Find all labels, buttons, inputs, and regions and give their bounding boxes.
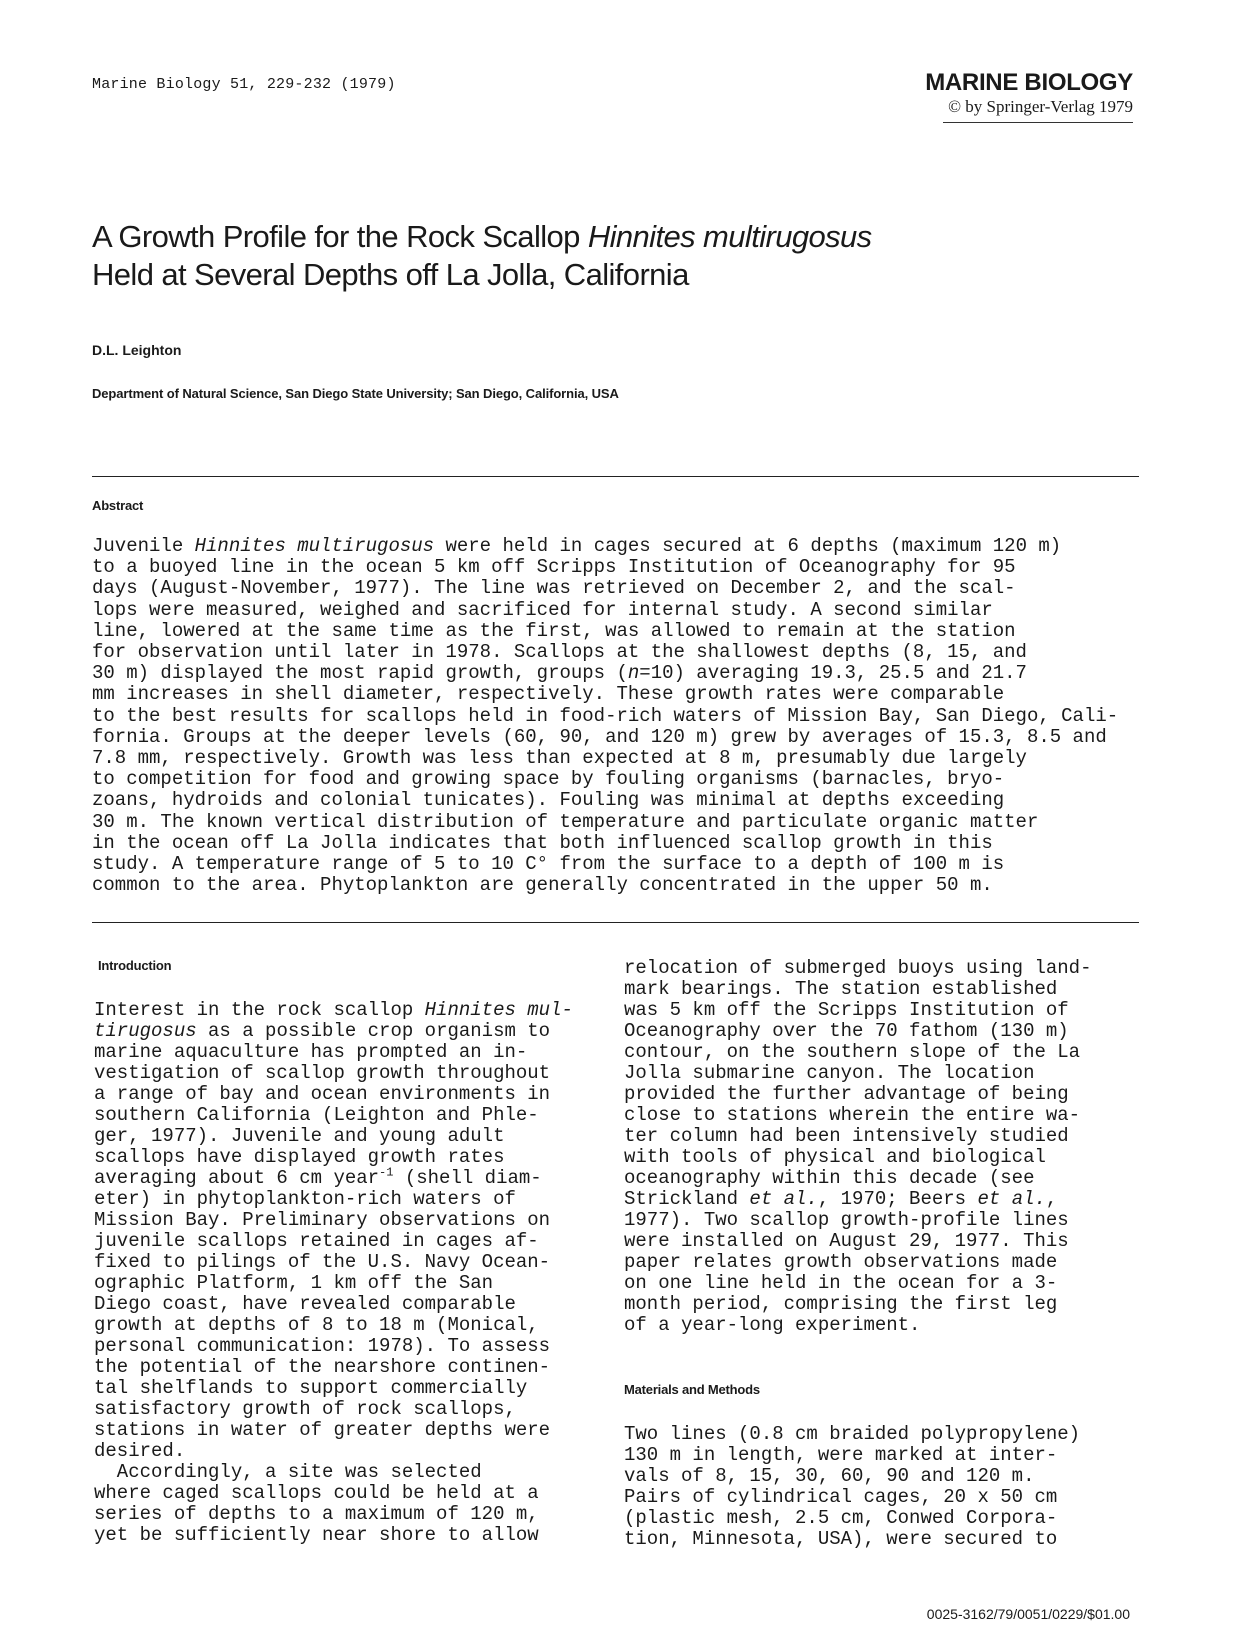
- text-segment: averaging about 6 cm year: [94, 1167, 380, 1189]
- text-line: [92, 536, 1152, 557]
- text-line: [94, 1105, 614, 1126]
- text-line: [92, 706, 1152, 727]
- text-line: [92, 875, 1152, 896]
- text-line: [92, 557, 1152, 578]
- text-line: [94, 1273, 614, 1294]
- text-line: [624, 1315, 1144, 1336]
- text-line: [624, 1294, 1144, 1315]
- abstract-top-rule: [92, 476, 1139, 477]
- italic-term: et al.: [977, 1188, 1046, 1210]
- text-segment: personal communication: 1978). To assess: [94, 1335, 551, 1357]
- text-line: [94, 1252, 614, 1273]
- text-segment: oceanography within this decade (see: [624, 1167, 1035, 1189]
- text-line: [94, 1399, 614, 1420]
- text-segment: contour, on the southern slope of the La: [624, 1041, 1081, 1063]
- text-segment: Oceanography over the 70 fathom (130 m): [624, 1020, 1069, 1042]
- text-line: [624, 1063, 1144, 1084]
- text-segment: in the ocean off La Jolla indicates that both influenced scallop growth in this: [92, 831, 993, 854]
- text-segment: on one line held in the ocean for a 3-: [624, 1272, 1058, 1294]
- text-segment: Juvenile: [92, 535, 195, 557]
- text-segment: common to the area. Phytoplankton are generally concentrated in the upper 50 m.: [92, 874, 993, 897]
- text-segment: ,: [1045, 1188, 1058, 1210]
- text-line: [624, 1231, 1144, 1252]
- text-line: [94, 1441, 614, 1462]
- text-line: [92, 600, 1152, 621]
- text-line: [94, 1462, 614, 1483]
- methods-body: [624, 1424, 1144, 1550]
- text-segment: the potential of the nearshore continen-: [94, 1356, 551, 1378]
- text-segment: for observation until later in 1978. Scallops at the shallowest depths (8, 15, and: [92, 641, 1027, 664]
- text-line: [624, 1487, 1144, 1508]
- text-line: [94, 1378, 614, 1399]
- italic-term: Hinnites multirugosus: [194, 535, 435, 557]
- text-line: [94, 1525, 614, 1546]
- text-segment: stations in water of greater depths were: [94, 1419, 551, 1441]
- text-segment: , 1970; Beers: [817, 1188, 978, 1210]
- text-line: [94, 1147, 614, 1168]
- text-line: [624, 958, 1144, 979]
- text-segment: Jolla submarine canyon. The location: [624, 1062, 1035, 1084]
- text-line: [624, 1189, 1144, 1210]
- abstract-bottom-rule: [92, 922, 1139, 923]
- text-segment: Mission Bay. Preliminary observations on: [94, 1209, 551, 1231]
- text-segment: paper relates growth observations made: [624, 1251, 1058, 1273]
- text-segment: as a possible crop organism to: [196, 1020, 551, 1042]
- italic-term: Hinnites mul-: [424, 999, 573, 1021]
- document-code: 0025-3162/79/0051/0229/$01.00: [926, 1606, 1130, 1622]
- text-line: [94, 1336, 614, 1357]
- text-segment: fornia. Groups at the deeper levels (60, 90, and 120 m) grew by averages of 15.3, 8.5 and: [92, 725, 1107, 748]
- text-line: [92, 748, 1152, 769]
- text-line: [92, 684, 1152, 705]
- text-line: [94, 1357, 614, 1378]
- text-line: [624, 1105, 1144, 1126]
- text-line: [94, 1210, 614, 1231]
- text-line: [624, 1000, 1144, 1021]
- text-line: [92, 663, 1152, 684]
- journal-copyright: © by Springer-Verlag 1979: [948, 97, 1133, 116]
- text-line: [94, 1231, 614, 1252]
- text-line: [624, 1168, 1144, 1189]
- article-title: [92, 218, 1142, 294]
- text-line: [624, 1042, 1144, 1063]
- text-segment: to competition for food and growing space by fouling organisms (barnacles, bryo-: [92, 768, 1005, 791]
- text-line: [94, 1126, 614, 1147]
- text-segment: marine aquaculture has prompted an in-: [94, 1041, 528, 1063]
- text-line: [624, 1273, 1144, 1294]
- author-name: D.L. Leighton: [92, 342, 182, 358]
- title-line1-species: Hinnites multirugosus: [587, 219, 872, 254]
- header-divider: [943, 122, 1133, 123]
- text-line: [624, 1126, 1144, 1147]
- journal-brand: [925, 70, 1133, 118]
- italic-term: et al.: [749, 1188, 818, 1210]
- text-segment: line, lowered at the same time as the first, was allowed to remain at the station: [92, 619, 1016, 642]
- text-segment: 7.8 mm, respectively. Growth was less than expected at 8 m, presumably due largely: [92, 747, 1027, 770]
- text-segment: tion, Minnesota, USA), were secured to: [624, 1528, 1058, 1550]
- text-segment: 1977). Two scallop growth-profile lines: [624, 1209, 1069, 1231]
- author-affiliation: Department of Natural Science, San Diego State University; San Diego, California, USA: [92, 386, 619, 401]
- text-line: [94, 1165, 614, 1189]
- text-line: [94, 1483, 614, 1504]
- text-line: [92, 642, 1152, 663]
- text-line: [624, 1210, 1144, 1231]
- text-segment: close to stations wherein the entire wa-: [624, 1104, 1081, 1126]
- text-segment: tal shelflands to support commercially: [94, 1377, 528, 1399]
- text-segment: Accordingly, a site was selected: [94, 1461, 482, 1483]
- introduction-body: [94, 1000, 614, 1546]
- text-segment: satisfactory growth of rock scallops,: [94, 1398, 516, 1420]
- text-line: [94, 1189, 614, 1210]
- italic-term: n: [627, 662, 640, 685]
- text-line: [92, 812, 1152, 833]
- text-segment: fixed to pilings of the U.S. Navy Ocean-: [94, 1251, 551, 1273]
- text-segment: ographic Platform, 1 km off the San: [94, 1272, 494, 1294]
- text-segment: juvenile scallops retained in cages af-: [94, 1230, 539, 1252]
- introduction-continued-body: [624, 958, 1144, 1336]
- text-line: [94, 1504, 614, 1525]
- text-line: [94, 1294, 614, 1315]
- text-segment: yet be sufficiently near shore to allow: [94, 1524, 539, 1546]
- text-segment: with tools of physical and biological: [624, 1146, 1046, 1168]
- text-segment: scallops have displayed growth rates: [94, 1146, 505, 1168]
- text-segment: study. A temperature range of 5 to 10 C° from the surface to a depth of 100 m is: [92, 853, 1005, 876]
- text-segment: lops were measured, weighed and sacrificed for internal study. A second similar: [92, 598, 993, 621]
- italic-term: tirugosus: [94, 1020, 197, 1042]
- text-segment: provided the further advantage of being: [624, 1083, 1069, 1105]
- text-segment: Pairs of cylindrical cages, 20 x 50 cm: [624, 1486, 1058, 1508]
- text-segment: =10) averaging 19.3, 25.5 and 21.7: [639, 662, 1027, 685]
- text-line: [624, 1084, 1144, 1105]
- text-segment: of a year-long experiment.: [624, 1314, 921, 1336]
- text-segment: vestigation of scallop growth throughout: [94, 1062, 551, 1084]
- text-line: [92, 727, 1152, 748]
- text-segment: were installed on August 29, 1977. This: [624, 1230, 1069, 1252]
- text-segment: ger, 1977). Juvenile and young adult: [94, 1125, 505, 1147]
- text-segment: where caged scallops could be held at a: [94, 1482, 539, 1504]
- text-line: [94, 1000, 614, 1021]
- introduction-heading: Introduction: [98, 958, 172, 973]
- text-segment: vals of 8, 15, 30, 60, 90 and 120 m.: [624, 1465, 1035, 1487]
- superscript: -1: [379, 1165, 394, 1180]
- text-line: [94, 1420, 614, 1441]
- text-line: [92, 833, 1152, 854]
- text-segment: to a buoyed line in the ocean 5 km off Scripps Institution of Oceanography for 95: [92, 556, 1016, 579]
- text-line: [624, 1424, 1144, 1445]
- text-segment: growth at depths of 8 to 18 m (Monical,: [94, 1314, 539, 1336]
- text-segment: desired.: [94, 1440, 186, 1462]
- text-line: [624, 1445, 1144, 1466]
- text-segment: were held in cages secured at 6 depths (maximum 120 m): [434, 535, 1062, 557]
- text-line: [94, 1084, 614, 1105]
- text-segment: ter column had been intensively studied: [624, 1125, 1069, 1147]
- title-line2: Held at Several Depths off La Jolla, California: [92, 257, 689, 292]
- text-segment: Two lines (0.8 cm braided polypropylene): [624, 1423, 1081, 1445]
- text-line: [624, 979, 1144, 1000]
- text-segment: 30 m) displayed the most rapid growth, groups (: [92, 662, 628, 685]
- text-segment: Interest in the rock scallop: [94, 999, 425, 1021]
- abstract-body: [92, 536, 1152, 896]
- text-segment: relocation of submerged buoys using land-: [624, 957, 1092, 979]
- text-segment: 30 m. The known vertical distribution of temperature and particulate organic matter: [92, 810, 1039, 833]
- text-segment: was 5 km off the Scripps Institution of: [624, 999, 1069, 1021]
- text-segment: zoans, hydroids and colonial tunicates). Fouling was minimal at depths exceeding: [92, 789, 1005, 812]
- text-segment: days (August-November, 1977). The line was retrieved on December 2, and the scal-: [92, 577, 1016, 600]
- text-segment: month period, comprising the first leg: [624, 1293, 1058, 1315]
- text-line: [624, 1529, 1144, 1550]
- text-line: [94, 1021, 614, 1042]
- text-line: [92, 621, 1152, 642]
- text-line: [94, 1042, 614, 1063]
- text-segment: Diego coast, have revealed comparable: [94, 1293, 516, 1315]
- text-segment: a range of bay and ocean environments in: [94, 1083, 551, 1105]
- text-line: [94, 1063, 614, 1084]
- text-segment: southern California (Leighton and Phle-: [94, 1104, 539, 1126]
- text-line: [624, 1252, 1144, 1273]
- text-segment: mm increases in shell diameter, respectively. These growth rates were comparable: [92, 683, 1005, 706]
- text-line: [92, 578, 1152, 599]
- text-segment: 130 m in length, were marked at inter-: [624, 1444, 1058, 1466]
- text-segment: series of depths to a maximum of 120 m,: [94, 1503, 539, 1525]
- text-line: [624, 1466, 1144, 1487]
- text-line: [624, 1508, 1144, 1529]
- text-line: [92, 769, 1152, 790]
- text-line: [624, 1021, 1144, 1042]
- text-segment: Strickland: [624, 1188, 750, 1210]
- abstract-heading: Abstract: [92, 498, 144, 513]
- text-line: [92, 790, 1152, 811]
- methods-heading: Materials and Methods: [624, 1382, 760, 1397]
- journal-name: MARINE BIOLOGY: [925, 69, 1133, 96]
- journal-citation: Marine Biology 51, 229-232 (1979): [92, 76, 396, 93]
- text-line: [94, 1315, 614, 1336]
- text-line: [624, 1147, 1144, 1168]
- text-segment: eter) in phytoplankton-rich waters of: [94, 1188, 516, 1210]
- text-segment: mark bearings. The station established: [624, 978, 1058, 1000]
- text-line: [92, 854, 1152, 875]
- text-segment: to the best results for scallops held in food-rich waters of Mission Bay, San Diego, Cali-: [92, 704, 1119, 727]
- title-line1-plain: A Growth Profile for the Rock Scallop: [92, 219, 588, 254]
- text-segment: (shell diam-: [393, 1167, 542, 1189]
- text-segment: (plastic mesh, 2.5 cm, Conwed Corpora-: [624, 1507, 1058, 1529]
